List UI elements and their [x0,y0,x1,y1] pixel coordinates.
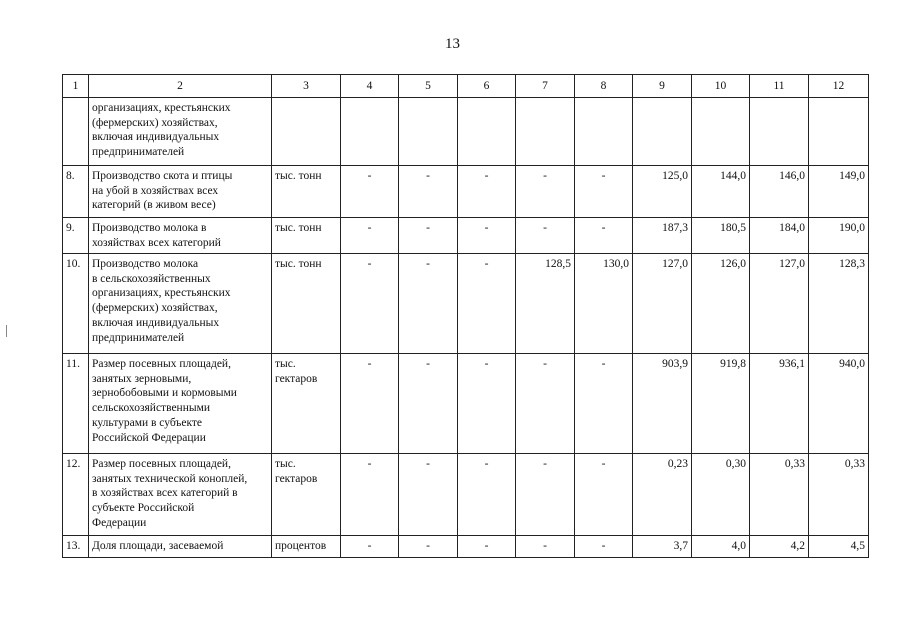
indicator-name-line: организациях, крестьянских [92,102,231,114]
value-cell-col-11: 0,33 [750,454,809,536]
unit-of-measure [272,166,341,218]
unit-line: тыс. тонн [275,170,322,182]
value-cell-col-11: 184,0 [750,218,809,254]
value-cell-col-5: - [399,536,458,558]
value-cell-col-9: 0,23 [633,454,692,536]
unit-line: тыс. [275,458,296,470]
unit-of-measure [272,98,341,166]
indicator-name [89,218,272,254]
header-cell-9: 9 [633,75,692,98]
row-number: 9. [63,218,89,254]
value-cell-col-9: 3,7 [633,536,692,558]
value-cell-col-7: 128,5 [516,254,575,354]
header-cell-8: 8 [575,75,633,98]
value-cell-col-10: 126,0 [692,254,750,354]
value-cell-col-6: - [458,254,516,354]
value-cell-col-12 [809,98,869,166]
header-cell-6: 6 [458,75,516,98]
unit-of-measure [272,354,341,454]
value-cell-col-12: 4,5 [809,536,869,558]
value-cell-col-11 [750,98,809,166]
value-cell-col-12: 128,3 [809,254,869,354]
indicator-name-line: предпринимателей [92,331,185,344]
indicator-name-line: Производство молока [92,258,199,270]
value-cell-col-8: - [575,536,633,558]
value-cell-col-9: 127,0 [633,254,692,354]
value-cell-col-5: - [399,454,458,536]
value-cell-col-8: - [575,218,633,254]
value-cell-col-10: 4,0 [692,536,750,558]
row-number: 12. [63,454,89,536]
value-cell-col-6: - [458,454,516,536]
value-cell-col-4 [341,98,399,166]
value-cell-col-4: - [341,218,399,254]
indicator-name-line: в хозяйствах всех категорий в [92,487,238,500]
header-cell-7: 7 [516,75,575,98]
value-cell-col-7: - [516,166,575,218]
value-cell-col-5: - [399,166,458,218]
indicator-name [89,254,272,354]
unit-line: тыс. тонн [275,222,322,234]
table-header-row [63,75,869,98]
margin-mark [6,325,7,337]
value-cell-col-11: 146,0 [750,166,809,218]
header-cell-3: 3 [272,75,341,98]
indicator-name-line: включая индивидуальных [92,316,220,329]
value-cell-col-8: - [575,354,633,454]
row-number: 11. [63,354,89,454]
value-cell-col-5: - [399,254,458,354]
table-row [63,254,869,354]
indicator-name-line: сельскохозяйственными [92,402,211,415]
table-row [63,536,869,558]
indicator-name-line: Производство молока в [92,222,207,234]
indicators-table [62,74,869,558]
row-number: 10. [63,254,89,354]
value-cell-col-4: - [341,454,399,536]
value-cell-col-9: 187,3 [633,218,692,254]
header-cell-10: 10 [692,75,750,98]
row-number: 8. [63,166,89,218]
value-cell-col-7: - [516,354,575,454]
table-row [63,98,869,166]
unit-line: процентов [275,540,327,552]
value-cell-col-8: - [575,454,633,536]
value-cell-col-12: 0,33 [809,454,869,536]
unit-of-measure [272,218,341,254]
table-row [63,454,869,536]
indicator-name [89,536,272,558]
row-number: 13. [63,536,89,558]
indicator-name [89,354,272,454]
value-cell-col-9: 125,0 [633,166,692,218]
unit-of-measure [272,254,341,354]
value-cell-col-9: 903,9 [633,354,692,454]
value-cell-col-9 [633,98,692,166]
indicator-name-line: занятых технической коноплей, [92,472,248,485]
unit-line: гектаров [275,372,318,385]
value-cell-col-6: - [458,218,516,254]
indicator-name-line: Доля площади, засеваемой [92,540,224,552]
value-cell-col-5: - [399,354,458,454]
indicator-name [89,454,272,536]
header-cell-5: 5 [399,75,458,98]
indicator-name-line: субъекте Российской [92,502,195,515]
value-cell-col-4: - [341,166,399,218]
indicator-name-line: организациях, крестьянских [92,287,231,300]
header-cell-4: 4 [341,75,399,98]
indicator-name-line: Размер посевных площадей, [92,458,231,470]
value-cell-col-12: 940,0 [809,354,869,454]
unit-line: тыс. тонн [275,258,322,270]
indicator-name-line: Производство скота и птицы [92,170,233,182]
value-cell-col-4: - [341,354,399,454]
indicator-name [89,166,272,218]
value-cell-col-5: - [399,218,458,254]
value-cell-col-4: - [341,254,399,354]
value-cell-col-10: 144,0 [692,166,750,218]
table-row [63,354,869,454]
value-cell-col-8 [575,98,633,166]
header-cell-11: 11 [750,75,809,98]
indicator-name [89,98,272,166]
unit-line: тыс. [275,358,296,370]
value-cell-col-10: 919,8 [692,354,750,454]
header-cell-12: 12 [809,75,869,98]
unit-of-measure [272,536,341,558]
indicator-name-line: на убой в хозяйствах всех [92,184,219,197]
value-cell-col-5 [399,98,458,166]
value-cell-col-6: - [458,536,516,558]
indicator-name-line: хозяйствах всех категорий [92,236,221,249]
value-cell-col-11: 127,0 [750,254,809,354]
unit-of-measure [272,454,341,536]
indicator-name-line: Российской Федерации [92,431,206,444]
indicator-name-line: Размер посевных площадей, [92,358,231,370]
header-cell-2: 2 [89,75,272,98]
indicator-name-line: занятых зерновыми, [92,372,192,385]
value-cell-col-10 [692,98,750,166]
indicator-name-line: Федерации [92,516,147,529]
indicator-name-line: (фермерских) хозяйствах, [92,116,218,129]
value-cell-col-4: - [341,536,399,558]
row-number [63,98,89,166]
indicator-name-line: в сельскохозяйственных [92,272,211,285]
indicator-name-line: категорий (в живом весе) [92,199,216,212]
page-number: 13 [445,36,460,52]
indicator-name-line: (фермерских) хозяйствах, [92,302,218,315]
indicator-name-line: зернобобовыми и кормовыми [92,387,237,400]
indicator-name-line: культурами в субъекте [92,416,203,429]
value-cell-col-12: 190,0 [809,218,869,254]
value-cell-col-7: - [516,218,575,254]
unit-line: гектаров [275,472,318,485]
value-cell-col-8: 130,0 [575,254,633,354]
value-cell-col-7: - [516,536,575,558]
value-cell-col-11: 936,1 [750,354,809,454]
value-cell-col-7 [516,98,575,166]
value-cell-col-10: 180,5 [692,218,750,254]
value-cell-col-8: - [575,166,633,218]
value-cell-col-6: - [458,166,516,218]
value-cell-col-12: 149,0 [809,166,869,218]
indicator-name-line: предпринимателей [92,146,185,159]
header-cell-1: 1 [63,75,89,98]
value-cell-col-10: 0,30 [692,454,750,536]
table-row [63,218,869,254]
indicator-name-line: включая индивидуальных [92,131,220,144]
value-cell-col-7: - [516,454,575,536]
value-cell-col-6 [458,98,516,166]
value-cell-col-6: - [458,354,516,454]
table-row [63,166,869,218]
value-cell-col-11: 4,2 [750,536,809,558]
